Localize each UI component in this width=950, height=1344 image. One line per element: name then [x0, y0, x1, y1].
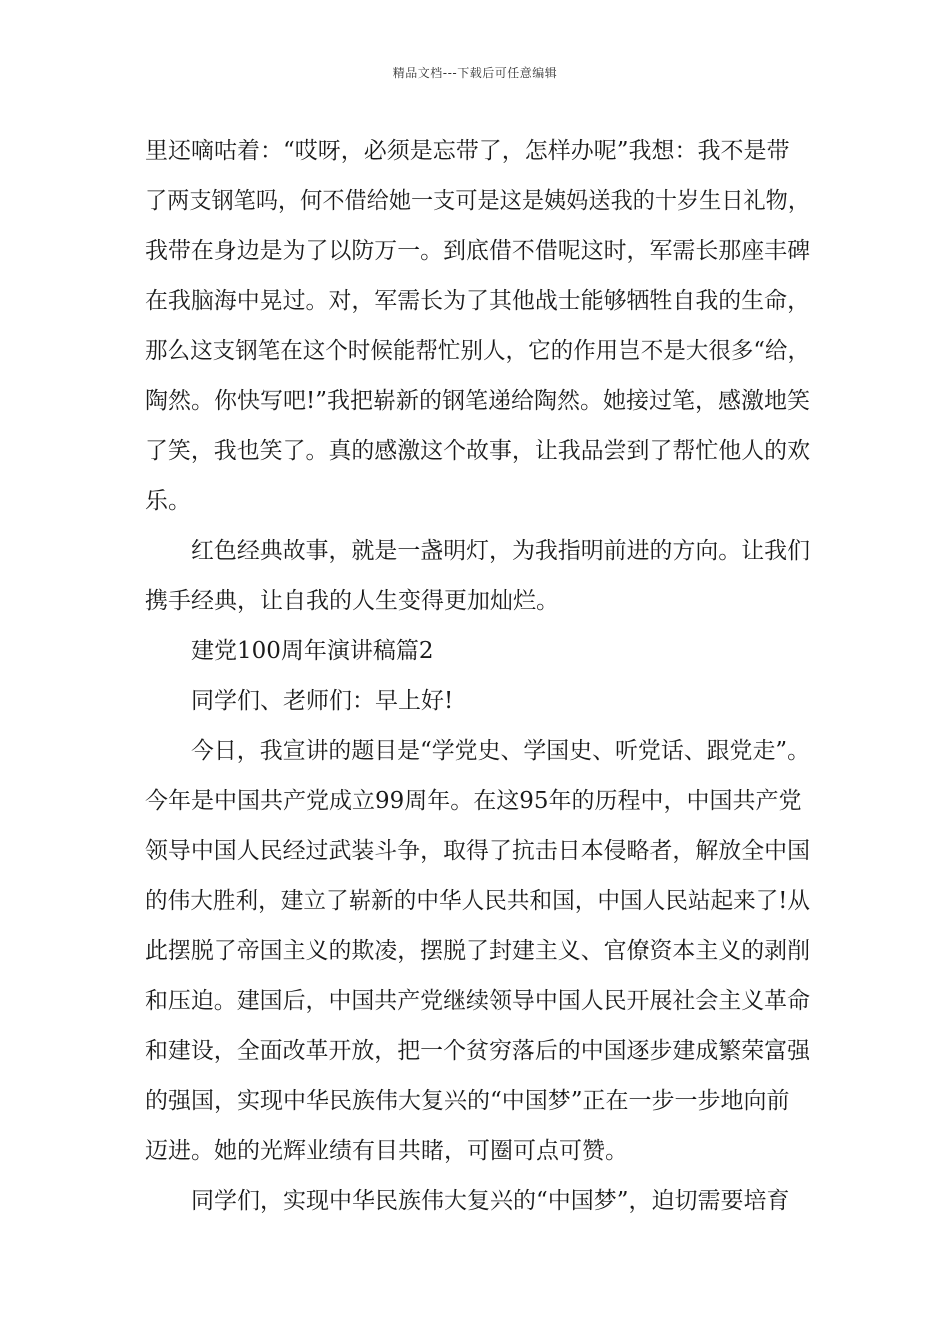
- text-line: 同学们、老师们：早上好!: [191, 688, 454, 714]
- text-line: 同学们，实现中华民族伟大复兴的“中国梦”，迫切需要培育: [191, 1188, 790, 1214]
- text-line: 和压迫。建国后，中国共产党继续领导中国人民开展社会主义革命: [145, 988, 810, 1014]
- text-line: 携手经典，让自我的人生变得更加灿烂。: [145, 588, 559, 614]
- text-line: 今日，我宣讲的题目是“学党史、学国史、听党话、跟党走”。: [191, 738, 810, 764]
- text-line: 乐。: [145, 488, 191, 514]
- text-line: 那么这支钢笔在这个时候能帮忙别人，它的作用岂不是大很多“给，: [145, 338, 810, 364]
- text-line: 在我脑海中晃过。对，军需长为了其他战士能够牺牲自我的生命，: [145, 288, 810, 314]
- text-line: 的强国，实现中华民族伟大复兴的“中国梦”正在一步一步地向前: [145, 1088, 790, 1114]
- text-line: 我带在身边是为了以防万一。到底借不借呢这时，军需长那座丰碑: [145, 238, 810, 264]
- text-line: 红色经典故事，就是一盏明灯，为我指明前进的方向。让我们: [191, 538, 811, 564]
- text-line: 今年是中国共产党成立99周年。在这95年的历程中，中国共产党: [145, 788, 802, 814]
- text-line: 建党100周年演讲稿篇2: [191, 638, 434, 664]
- text-line: 了两支钢笔吗，何不借给她一支可是这是姨妈送我的十岁生日礼物，: [145, 188, 811, 214]
- text-line: 陶然。你快写吧!”我把崭新的钢笔递给陶然。她接过笔，感激地笑: [145, 388, 811, 414]
- text-line: 迈进。她的光辉业绩有目共睹，可圈可点可赞。: [145, 1138, 628, 1164]
- body-text: [145, 131, 810, 1231]
- text-line: 里还嘀咕着：“哎呀，必须是忘带了，怎样办呢”我想：我不是带: [145, 138, 790, 164]
- text-line: 此摆脱了帝国主义的欺凌，摆脱了封建主义、官僚资本主义的剥削: [145, 938, 810, 964]
- text-line: 了笑，我也笑了。真的感激这个故事，让我品尝到了帮忙他人的欢: [145, 438, 810, 464]
- text-line: 的伟大胜利，建立了崭新的中华人民共和国，中国人民站起来了!从: [145, 888, 811, 914]
- page-header: 精品文档---下载后可任意编辑: [392, 66, 558, 80]
- text-line: 领导中国人民经过武装斗争，取得了抗击日本侵略者，解放全中国: [145, 838, 810, 864]
- text-line: 和建设，全面改革开放，把一个贫穷落后的中国逐步建成繁荣富强: [145, 1038, 810, 1064]
